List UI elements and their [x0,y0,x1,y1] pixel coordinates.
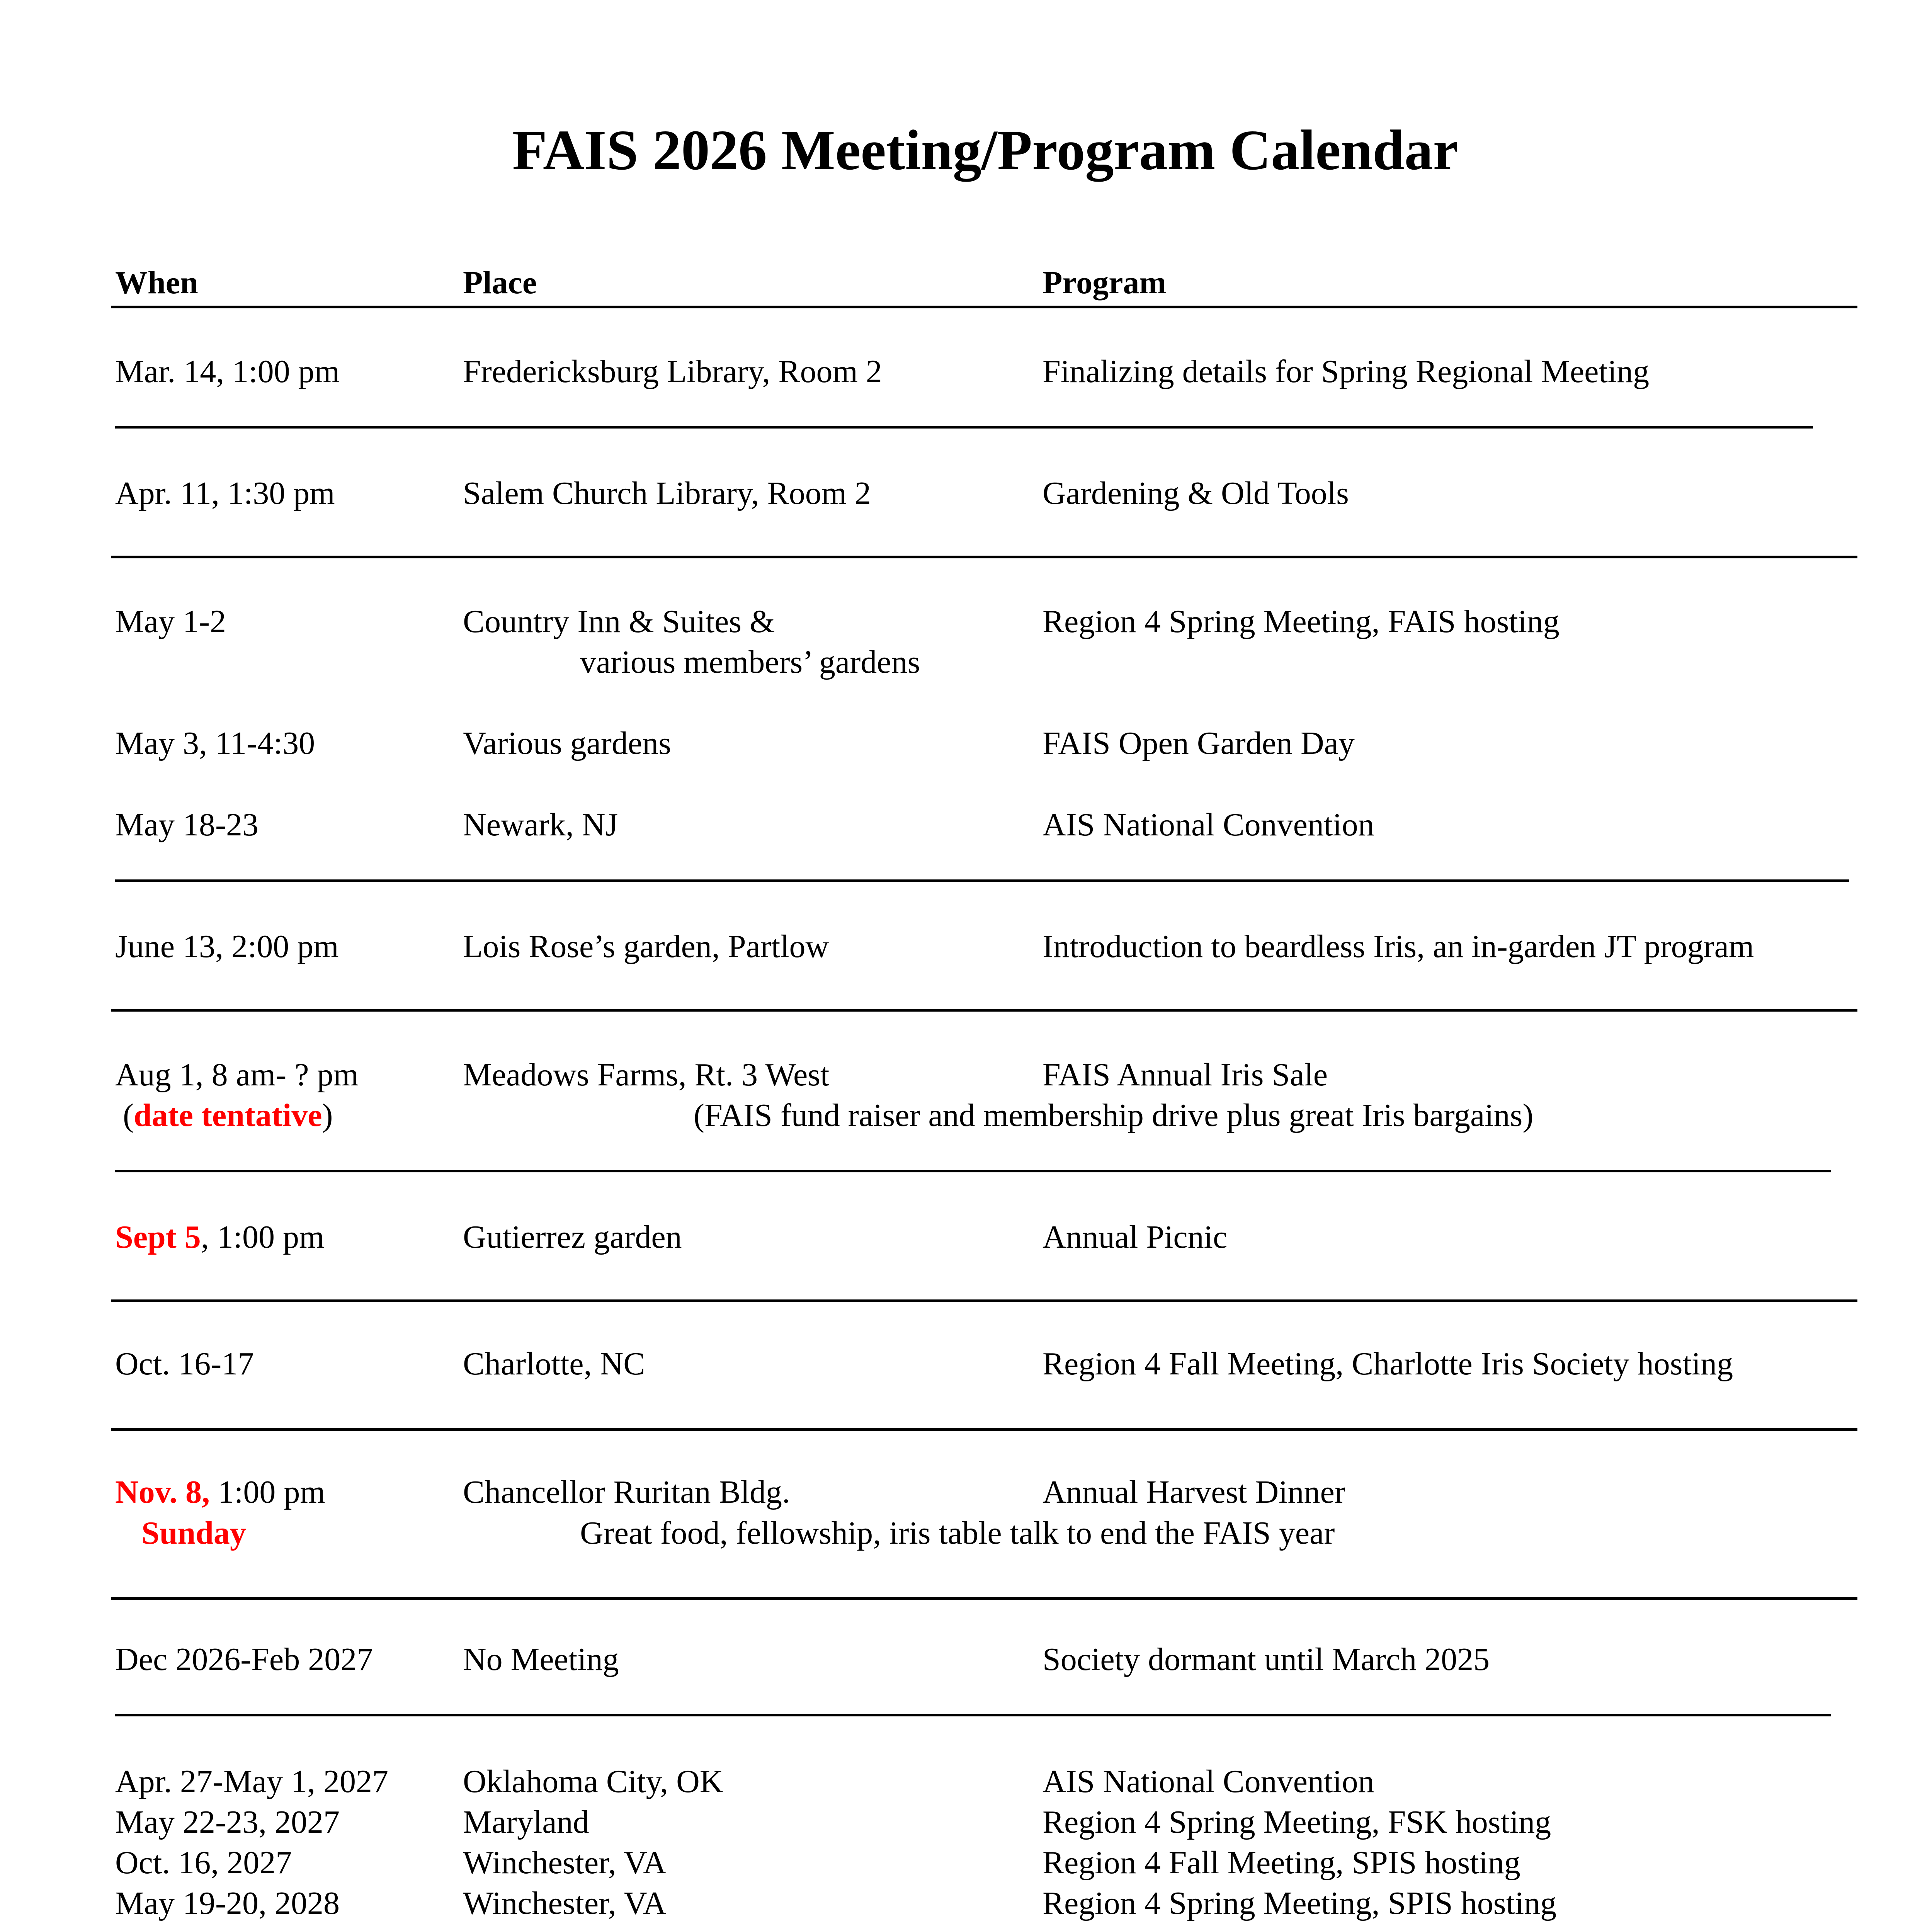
event-place: Fredericksburg Library, Room 2 [463,354,882,389]
event-program: Society dormant until March 2025 [1043,1641,1490,1677]
event-time: 1:00 pm [210,1474,325,1510]
event-place: Chancellor Ruritan Bldg. [463,1474,790,1510]
paren-open: ( [123,1097,134,1133]
event-place: Salem Church Library, Room 2 [463,475,871,511]
event-place: Meadows Farms, Rt. 3 West [463,1057,830,1093]
header-place: Place [463,265,537,301]
event-place: Lois Rose’s garden, Partlow [463,929,829,964]
event-program: Finalizing details for Spring Regional Meeting [1043,354,1650,389]
event-program: Region 4 Fall Meeting, Charlotte Iris Society hosting [1043,1346,1733,1382]
paren-close: ) [322,1097,333,1133]
highlighted-date: Nov. 8, [115,1474,210,1510]
divider [111,1428,1857,1431]
event-when: Oct. 16, 2027 [115,1845,292,1881]
event-program: Region 4 Spring Meeting, SPIS hosting [1043,1885,1557,1921]
event-when: Apr. 27-May 1, 2027 [115,1764,388,1799]
date-tentative-label: date tentative [133,1097,322,1133]
event-place: Gutierrez garden [463,1219,682,1255]
event-program: Region 4 Fall Meeting, SPIS hosting [1043,1845,1520,1881]
event-when: Mar. 14, 1:00 pm [115,354,340,389]
event-program: Introduction to beardless Iris, an in-garden JT program [1043,929,1754,964]
event-program: Region 4 Spring Meeting, FSK hosting [1043,1804,1551,1840]
event-detail: (FAIS fund raiser and membership drive plus great Iris bargains) [694,1097,1534,1133]
header-when: When [115,265,198,301]
highlighted-date: Sept 5 [115,1219,201,1255]
event-program: FAIS Open Garden Day [1043,725,1355,761]
event-program: FAIS Annual Iris Sale [1043,1057,1328,1093]
event-when [115,1476,325,1509]
divider [111,1299,1857,1302]
highlighted-day: Sunday [141,1515,246,1551]
divider [115,426,1813,429]
divider [115,1714,1831,1716]
header-program: Program [1043,265,1167,301]
event-program: AIS National Convention [1043,1764,1374,1799]
divider [111,556,1857,558]
event-when: May 3, 11-4:30 [115,725,315,761]
event-program: Annual Picnic [1043,1219,1228,1255]
event-program: Gardening & Old Tools [1043,475,1349,511]
event-place: Winchester, VA [463,1885,667,1921]
event-program: Annual Harvest Dinner [1043,1474,1345,1510]
event-when: Oct. 16-17 [115,1346,254,1382]
event-detail: Great food, fellowship, iris table talk to end the FAIS year [580,1515,1335,1551]
event-when: Aug 1, 8 am- ? pm [115,1057,359,1093]
event-place: Winchester, VA [463,1845,667,1881]
tentative-note [123,1099,333,1132]
event-program: Region 4 Spring Meeting, FAIS hosting [1043,604,1560,639]
event-time: , 1:00 pm [201,1219,325,1255]
event-place: Newark, NJ [463,807,618,843]
event-place: Various gardens [463,725,671,761]
event-place: Oklahoma City, OK [463,1764,723,1799]
page-title: FAIS 2026 Meeting/Program Calendar [512,119,1459,182]
event-place: No Meeting [463,1641,619,1677]
event-place: Charlotte, NC [463,1346,645,1382]
divider [115,1170,1831,1172]
event-place: Maryland [463,1804,589,1840]
event-when: Apr. 11, 1:30 pm [115,475,335,511]
event-when: June 13, 2:00 pm [115,929,339,964]
event-when [115,1221,324,1253]
divider [111,1009,1857,1012]
event-place: Country Inn & Suites & [463,604,775,639]
event-when: Dec 2026-Feb 2027 [115,1641,373,1677]
divider [111,1597,1857,1600]
divider [115,879,1849,882]
event-when: May 22-23, 2027 [115,1804,340,1840]
event-program: AIS National Convention [1043,807,1374,843]
event-when: May 18-23 [115,807,259,843]
event-when: May 19-20, 2028 [115,1885,340,1921]
event-when: May 1-2 [115,604,226,639]
header-rule [111,306,1857,308]
event-place-line2: various members’ gardens [580,644,920,680]
